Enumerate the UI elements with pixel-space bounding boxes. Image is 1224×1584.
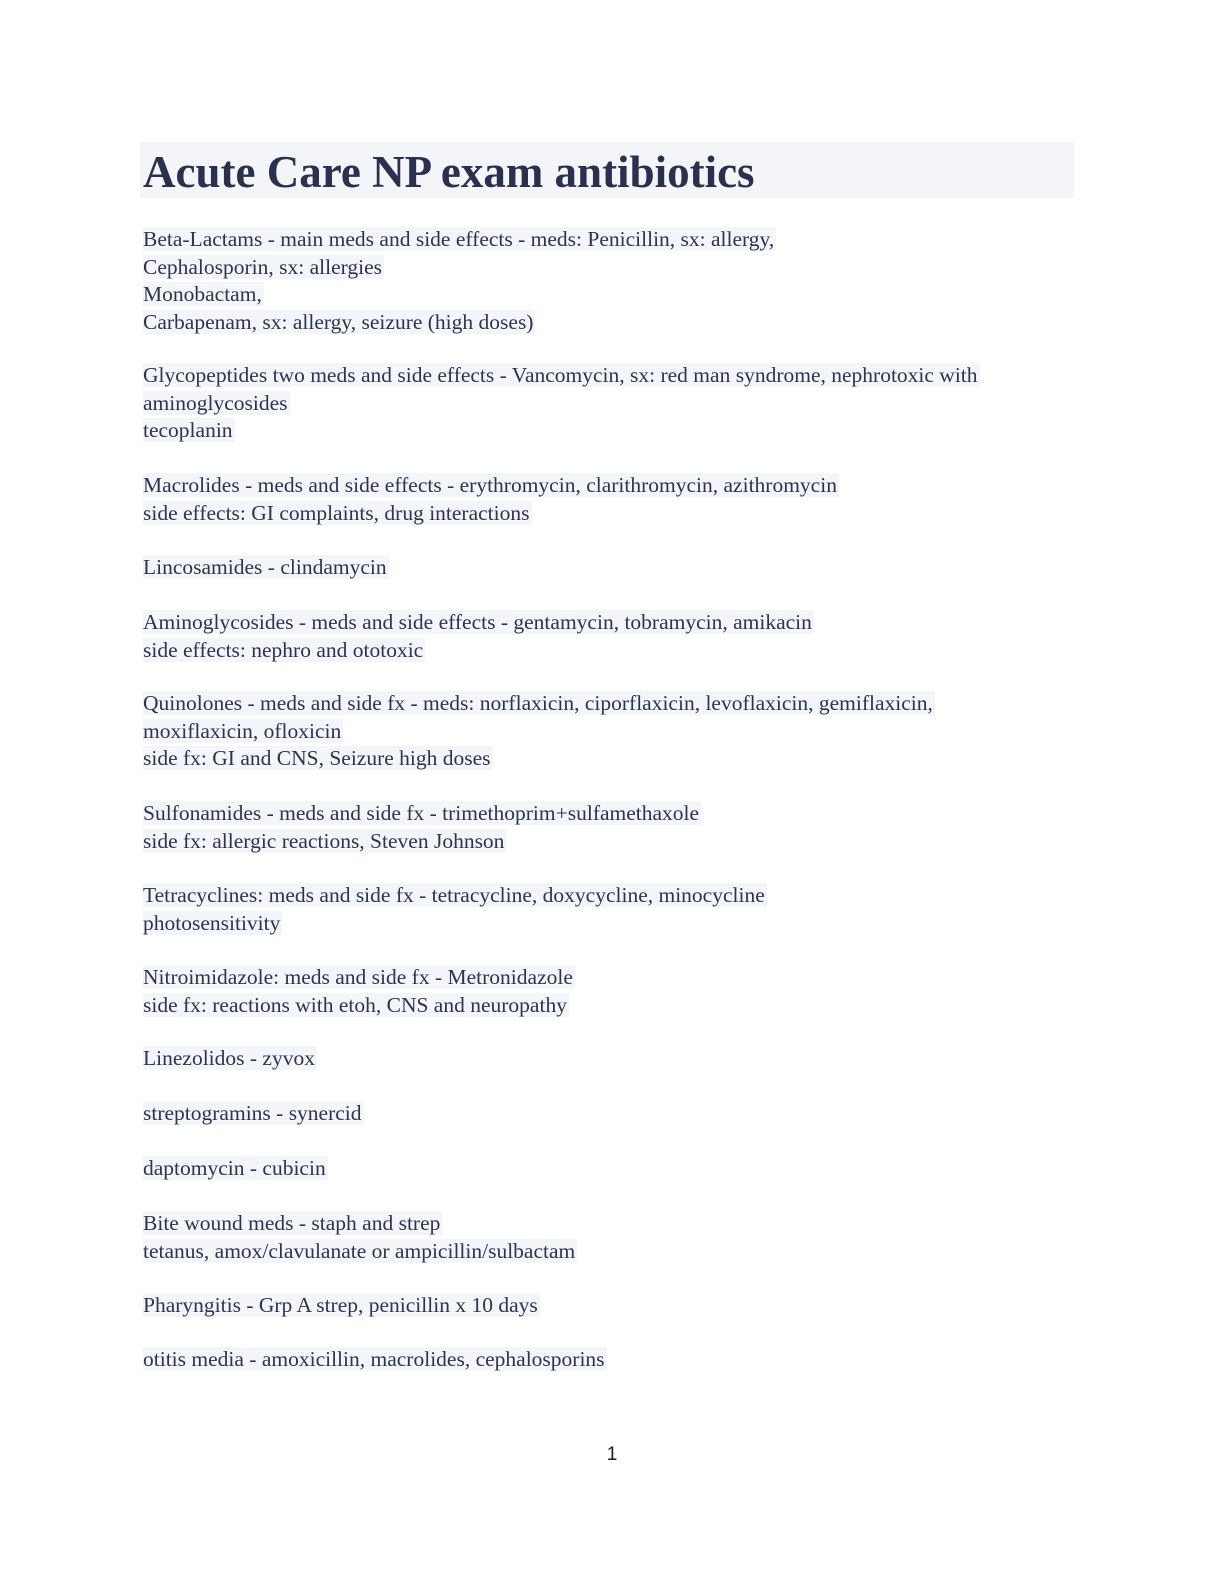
section-pharyngitis	[143, 1292, 1083, 1320]
text-line: Pharyngitis - Grp A strep, penicillin x 10 days	[143, 1293, 538, 1317]
text-line: side fx: reactions with etoh, CNS and neuropathy	[143, 992, 567, 1017]
text-line: otitis media - amoxicillin, macrolides, cephalosporins	[143, 1347, 605, 1371]
text-line: streptogramins - synercid	[143, 1101, 362, 1125]
text-line: side effects: nephro and ototoxic	[143, 637, 424, 662]
text-line: tetanus, amox/clavulanate or ampicillin/sulbactam	[143, 1238, 576, 1263]
section-quinolones	[143, 690, 1083, 773]
text-line: Linezolidos - zyvox	[143, 1046, 315, 1070]
section-streptogramins	[143, 1100, 1083, 1128]
text-line: side fx: GI and CNS, Seizure high doses	[143, 746, 491, 770]
section-aminoglycosides	[143, 609, 1083, 664]
text-line: tecoplanin	[143, 418, 233, 442]
page-number: 1	[606, 1444, 618, 1465]
section-tetracyclines	[143, 882, 1083, 937]
text-line: Lincosamides - clindamycin	[143, 555, 387, 579]
text-line: Nitroimidazole: meds and side fx - Metronidazole	[143, 965, 573, 989]
text-line: Beta-Lactams - main meds and side effects - meds: Penicillin, sx: allergy,	[143, 227, 775, 251]
text-line: Tetracyclines: meds and side fx - tetracycline, doxycycline, minocycline	[143, 883, 765, 907]
section-bite-wound	[143, 1210, 1083, 1265]
text-line: daptomycin - cubicin	[143, 1156, 326, 1180]
text-line: Monobactam,	[143, 282, 262, 306]
text-line: photosensitivity	[143, 910, 281, 935]
section-sulfonamides	[143, 800, 1083, 855]
section-lincosamides	[143, 554, 1083, 582]
section-glycopeptides	[143, 362, 1083, 445]
section-otitis-media	[143, 1346, 1083, 1374]
text-line: Macrolides - meds and side effects - erythromycin, clarithromycin, azithromycin	[143, 473, 837, 497]
page-title: Acute Care NP exam antibiotics	[143, 147, 755, 197]
section-beta-lactams	[143, 226, 1083, 336]
text-line: aminoglycosides	[143, 390, 288, 415]
text-line: Carbapenam, sx: allergy, seizure (high doses)	[143, 309, 534, 334]
section-daptomycin	[143, 1155, 1083, 1183]
text-line: Cephalosporin, sx: allergies	[143, 254, 383, 279]
text-line: moxiflaxicin, ofloxicin	[143, 718, 342, 743]
text-line: side effects: GI complaints, drug interactions	[143, 500, 530, 525]
text-line: Sulfonamides - meds and side fx - trimethoprim+sulfamethaxole	[143, 801, 700, 825]
text-line: Quinolones - meds and side fx - meds: norflaxicin, ciporflaxicin, levoflaxicin, gemiflaxicin,	[143, 691, 933, 715]
section-nitroimidazole	[143, 964, 1083, 1019]
section-linezolidos	[143, 1045, 1083, 1073]
section-macrolides	[143, 472, 1083, 527]
text-line: Glycopeptides two meds and side effects - Vancomycin, sx: red man syndrome, nephrotoxic with	[143, 363, 978, 387]
text-line: Aminoglycosides - meds and side effects - gentamycin, tobramycin, amikacin	[143, 610, 812, 634]
text-line: side fx: allergic reactions, Steven Johnson	[143, 828, 505, 853]
text-line: Bite wound meds - staph and strep	[143, 1211, 441, 1235]
